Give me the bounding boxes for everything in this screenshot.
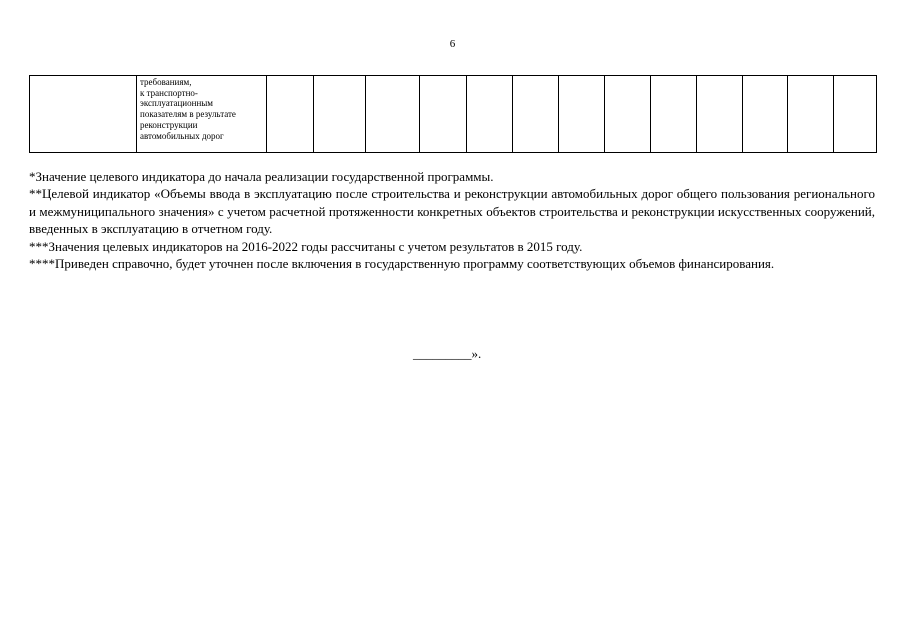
indicators-table bbox=[29, 75, 877, 153]
table-cell-value bbox=[559, 76, 605, 153]
table-cell-value bbox=[420, 76, 467, 153]
table-cell-number bbox=[30, 76, 137, 153]
table-cell-value bbox=[788, 76, 834, 153]
closing-mark: _________». bbox=[413, 346, 482, 361]
table-row bbox=[30, 76, 877, 153]
table-cell-value bbox=[834, 76, 877, 153]
table-cell-value bbox=[513, 76, 559, 153]
table-cell-value bbox=[366, 76, 420, 153]
indicator-name-line: реконструкции bbox=[140, 119, 198, 130]
indicator-name-line: к транспортно- bbox=[140, 87, 198, 98]
indicator-name-line: эксплуатационным bbox=[140, 98, 214, 109]
footnote-reference-note: ****Приведен справочно, будет уточнен после включения в государственную программу соответствующих объемов финансирования. bbox=[29, 256, 775, 272]
table-cell-value bbox=[467, 76, 513, 153]
footnote-baseline-value: *Значение целевого индикатора до начала реализации государственной программы. bbox=[29, 169, 494, 184]
footnote-indicator-calculation: ***Значения целевых индикаторов на 2016-2022 годы рассчитаны с учетом результатов в 2015 году. bbox=[29, 238, 583, 254]
footnote-commissioning-indicator: **Целевой индикатор «Объемы ввода в эксплуатацию после строительства и реконструкции автомобильных дорог общего пользования регионального и межмуниципального значения» с учетом расчетной протяженности конкретных объектов строительства и реконструкции искусственных сооружений, введенных в эксплуатацию в отчетном году. bbox=[29, 186, 875, 237]
table-cell-value bbox=[651, 76, 697, 153]
indicator-name-line: показателям в результате bbox=[140, 109, 236, 120]
table-cell-value bbox=[743, 76, 788, 153]
indicator-name-line: требованиям, bbox=[140, 77, 192, 87]
table-cell-value bbox=[605, 76, 651, 153]
indicator-name-line: автомобильных дорог bbox=[140, 130, 224, 141]
page-number: 6 bbox=[449, 38, 456, 50]
table-cell-value bbox=[314, 76, 366, 153]
table-cell-value bbox=[697, 76, 743, 153]
table-cell-value bbox=[267, 76, 314, 153]
footnotes bbox=[29, 168, 875, 272]
table-cell-indicator-name bbox=[137, 76, 267, 153]
